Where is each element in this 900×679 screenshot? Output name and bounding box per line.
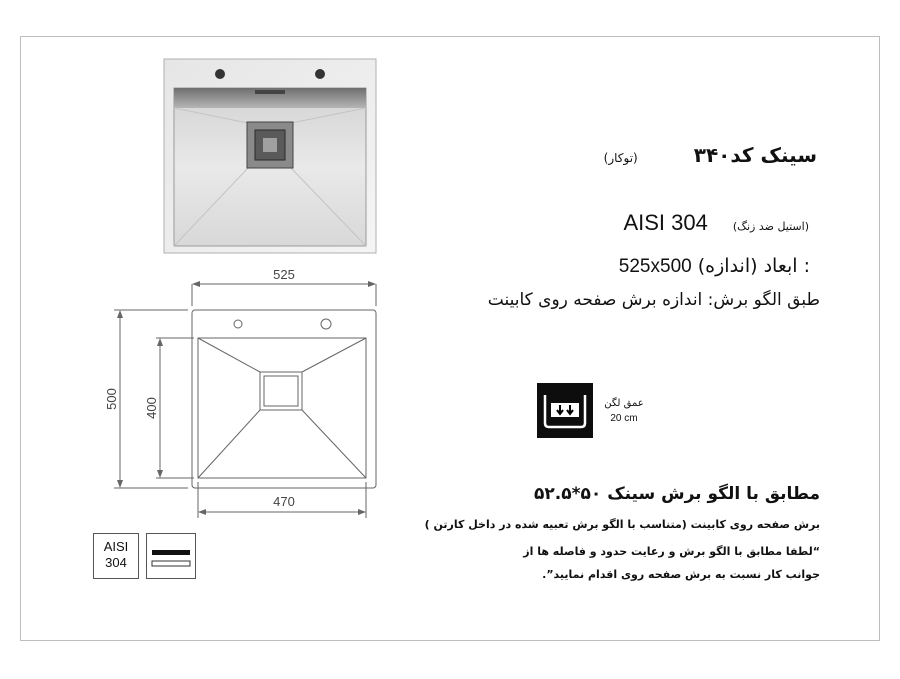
cutout-template-line: طبق الگو برش: اندازه برش صفحه روی کابینت bbox=[487, 290, 820, 310]
note-line-1: برش صفحه روی کابینت (متناسب با الگو برش تعبیه شده در داخل کارتن ) bbox=[424, 518, 820, 531]
sink-photo bbox=[163, 58, 377, 254]
aisi-badge-top: AISI bbox=[103, 539, 129, 554]
bowl-depth-icon bbox=[537, 383, 593, 438]
note-line-2: “لطفا مطابق با الگو برش و رعایت حدود و فاصله ها از bbox=[523, 545, 820, 558]
aisi-badge-bottom: 304 bbox=[105, 555, 127, 570]
material-line bbox=[560, 210, 817, 236]
dim-outer-width: 525 bbox=[273, 267, 295, 282]
dim-outer-height: 500 bbox=[104, 388, 119, 410]
product-code: ۳۴۰ bbox=[693, 143, 731, 167]
depth-value: 20 cm bbox=[610, 413, 638, 424]
mount-type: (توکار) bbox=[603, 151, 638, 165]
product-title-name: سینک کد bbox=[730, 143, 817, 167]
depth-label: عمق لگن bbox=[604, 398, 644, 409]
aisi-badge bbox=[93, 533, 139, 579]
product-title bbox=[585, 143, 817, 167]
material-desc: (استیل ضد زنگ) bbox=[732, 220, 809, 233]
dimensions-label: : ابعاد (اندازه) bbox=[697, 255, 810, 277]
dim-inner-height: 400 bbox=[144, 397, 159, 419]
material-code: AISI 304 bbox=[623, 210, 708, 235]
note-line-3: جوانب کار نسبت به برش صفحه روی اقدام نمایید”. bbox=[542, 568, 820, 581]
match-title: مطابق با الگو برش سینک ۵۰*۵۲.۵ bbox=[534, 484, 820, 504]
brushed-finish-icon bbox=[146, 533, 196, 579]
depth-label-block bbox=[598, 396, 650, 426]
dim-inner-width: 470 bbox=[273, 494, 295, 509]
dimensions-line bbox=[560, 255, 810, 278]
sink-technical-drawing bbox=[100, 262, 390, 530]
dimensions-value: 525x500 bbox=[618, 256, 692, 277]
